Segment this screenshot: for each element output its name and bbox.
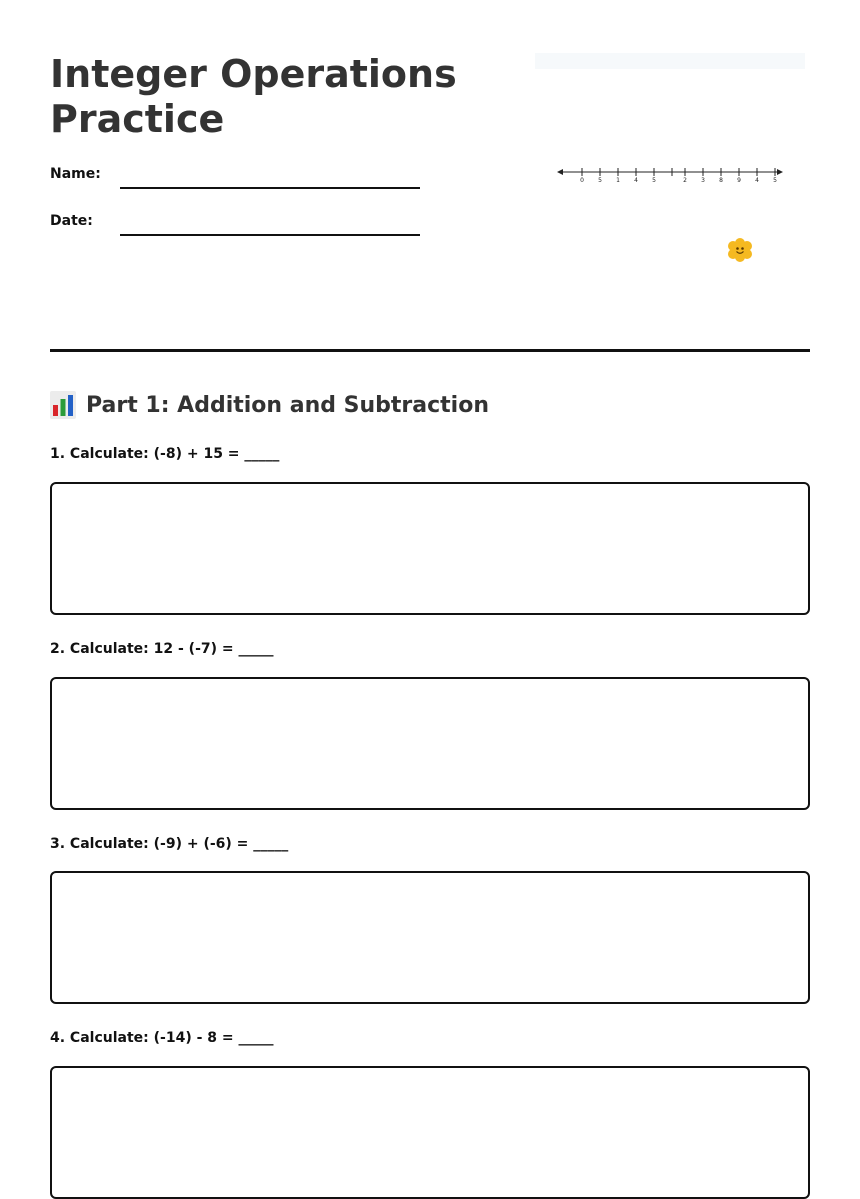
- question-4: 4. Calculate: (-14) - 8 = _____: [50, 1030, 274, 1046]
- bar-chart-icon: [50, 391, 76, 419]
- number-line-label: 8: [719, 177, 723, 184]
- answer-box-1[interactable]: [50, 482, 810, 615]
- number-line-label: 4: [755, 177, 759, 184]
- question-1: 1. Calculate: (-8) + 15 = _____: [50, 446, 280, 462]
- name-field[interactable]: [120, 187, 420, 189]
- number-line-label: 3: [701, 177, 705, 184]
- section-heading-part1: [50, 390, 489, 420]
- number-line-label: 4: [634, 177, 638, 184]
- faint-banner: [535, 53, 805, 69]
- name-label: Name:: [50, 166, 101, 182]
- number-line-label: 5: [773, 177, 777, 184]
- question-3: 3. Calculate: (-9) + (-6) = _____: [50, 836, 289, 852]
- question-2: 2. Calculate: 12 - (-7) = _____: [50, 641, 274, 657]
- number-line-label: 2: [683, 177, 687, 184]
- section-heading-text: Part 1: Addition and Subtraction: [86, 392, 489, 418]
- number-line-label: 9: [737, 177, 741, 184]
- answer-box-3[interactable]: [50, 871, 810, 1004]
- number-line-image: [555, 162, 787, 186]
- number-line-label: 0: [580, 177, 584, 184]
- date-label: Date:: [50, 213, 93, 229]
- number-line-label: 5: [598, 177, 602, 184]
- number-line-label: 5: [652, 177, 656, 184]
- date-field[interactable]: [120, 234, 420, 236]
- smiley-flower-icon: [727, 237, 753, 263]
- answer-box-2[interactable]: [50, 677, 810, 810]
- answer-box-4[interactable]: [50, 1066, 810, 1199]
- page-title: Integer Operations Practice: [50, 52, 457, 141]
- header-divider: [50, 349, 810, 352]
- number-line-label: 1: [616, 177, 620, 184]
